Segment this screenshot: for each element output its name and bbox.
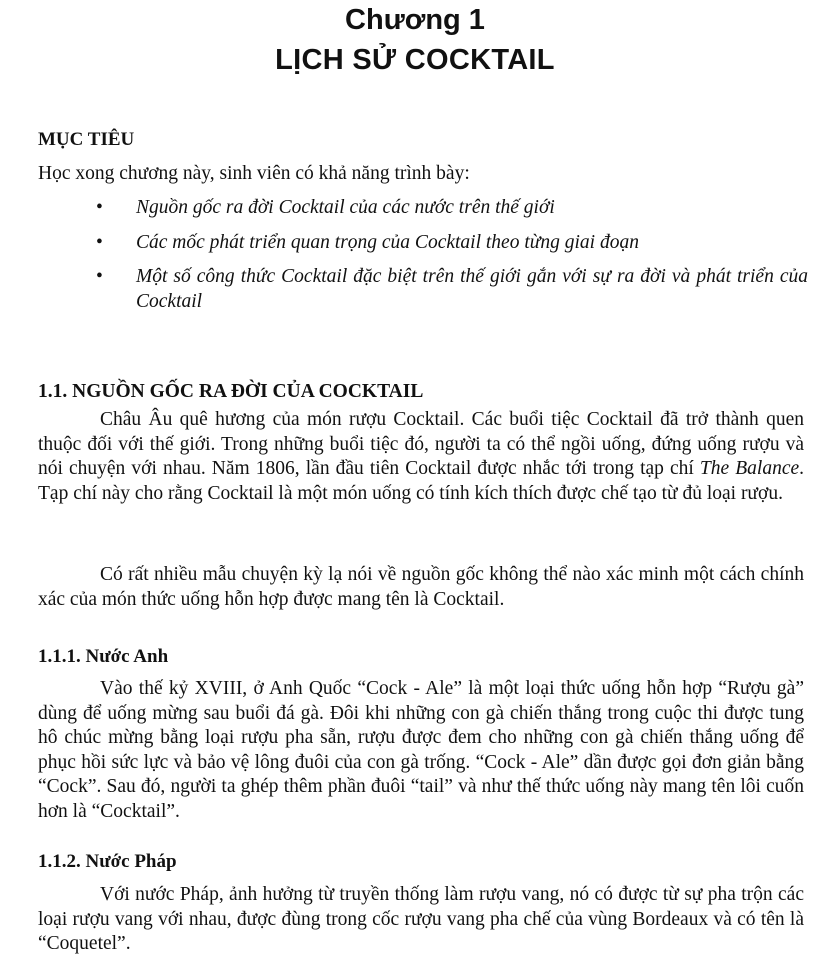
section-heading-1-1: 1.1. NGUỒN GỐC RA ĐỜI CỦA COCKTAIL xyxy=(38,381,424,402)
objective-item: • Các mốc phát triển quan trọng của Cocktail theo từng giai đoạn xyxy=(96,231,808,256)
section-1-1-paragraph-2: Có rất nhiều mẫu chuyện kỳ lạ nói về nguồn gốc không thể nào xác minh một cách chính xác của món thức uống hỗn hợp được mang tên là Cocktail. xyxy=(38,564,804,610)
section-1-1-1-paragraph: Vào thế kỷ XVIII, ở Anh Quốc “Cock - Ale” là một loại thức uống hỗn hợp “Rượu gà” dùng để uống mừng sau buổi đá gà. Đôi khi những con gà chiến thắng trong cuộc thi được tung hô chúc mừng bằng loại rượu pha sẵn, rượu được đem cho những con gà chiến thắng uống để phục hồi sức lực và bảo vệ lông đuôi của con gà trống. “Cock - Ale” dần được gọi đơn giản bằng “Cock”. Sau đó, người ta ghép thêm phần đuôi “tail” và như thế thức uống này mang tên lôi cuốn hơn là “Cocktail”. xyxy=(38,678,804,822)
objectives-list xyxy=(96,196,808,324)
chapter-title: LỊCH SỬ COCKTAIL xyxy=(275,44,555,76)
objective-item: • Nguồn gốc ra đời Cocktail của các nước trên thế giới xyxy=(96,196,808,221)
objective-item: • Một số công thức Cocktail đặc biệt trên thế giới gắn với sự ra đời và phát triển của Cocktail xyxy=(96,265,808,314)
objectives-heading: MỤC TIÊU xyxy=(38,129,135,150)
section-heading-1-1-2: 1.1.2. Nước Pháp xyxy=(38,851,177,872)
paragraph-text: . Tạp chí này cho rằng Cocktail là một món uống có tính kích thích được chế tạo từ đủ loại rượu. xyxy=(38,458,805,504)
section-1-1-2-paragraph: Với nước Pháp, ảnh hưởng từ truyền thống làm rượu vang, nó có được từ sự pha trộn các loại rượu vang với nhau, được đùng trong cốc rượu vang pha chế của vùng Bordeaux và có tên là “Coquetel”. xyxy=(38,884,804,955)
magazine-title: The Balance xyxy=(699,458,800,480)
objectives-intro: Học xong chương này, sinh viên có khả năng trình bày: xyxy=(38,163,470,184)
section-1-1-paragraph-1 xyxy=(38,408,804,506)
chapter-number: Chương 1 xyxy=(345,4,485,36)
paragraph-text: Châu Âu quê hương của món rượu Cocktail. Các buổi tiệc Cocktail đã trở thành quen thuộc đối với thế giới. Trong những buổi tiệc đó, người ta có thể ngồi uống, đứng uống rượu và nói chuyện với nhau. Năm 1806, lần đầu tiên Cocktail được nhắc tới trong tạp chí xyxy=(38,409,804,480)
section-heading-1-1-1: 1.1.1. Nước Anh xyxy=(38,646,169,667)
